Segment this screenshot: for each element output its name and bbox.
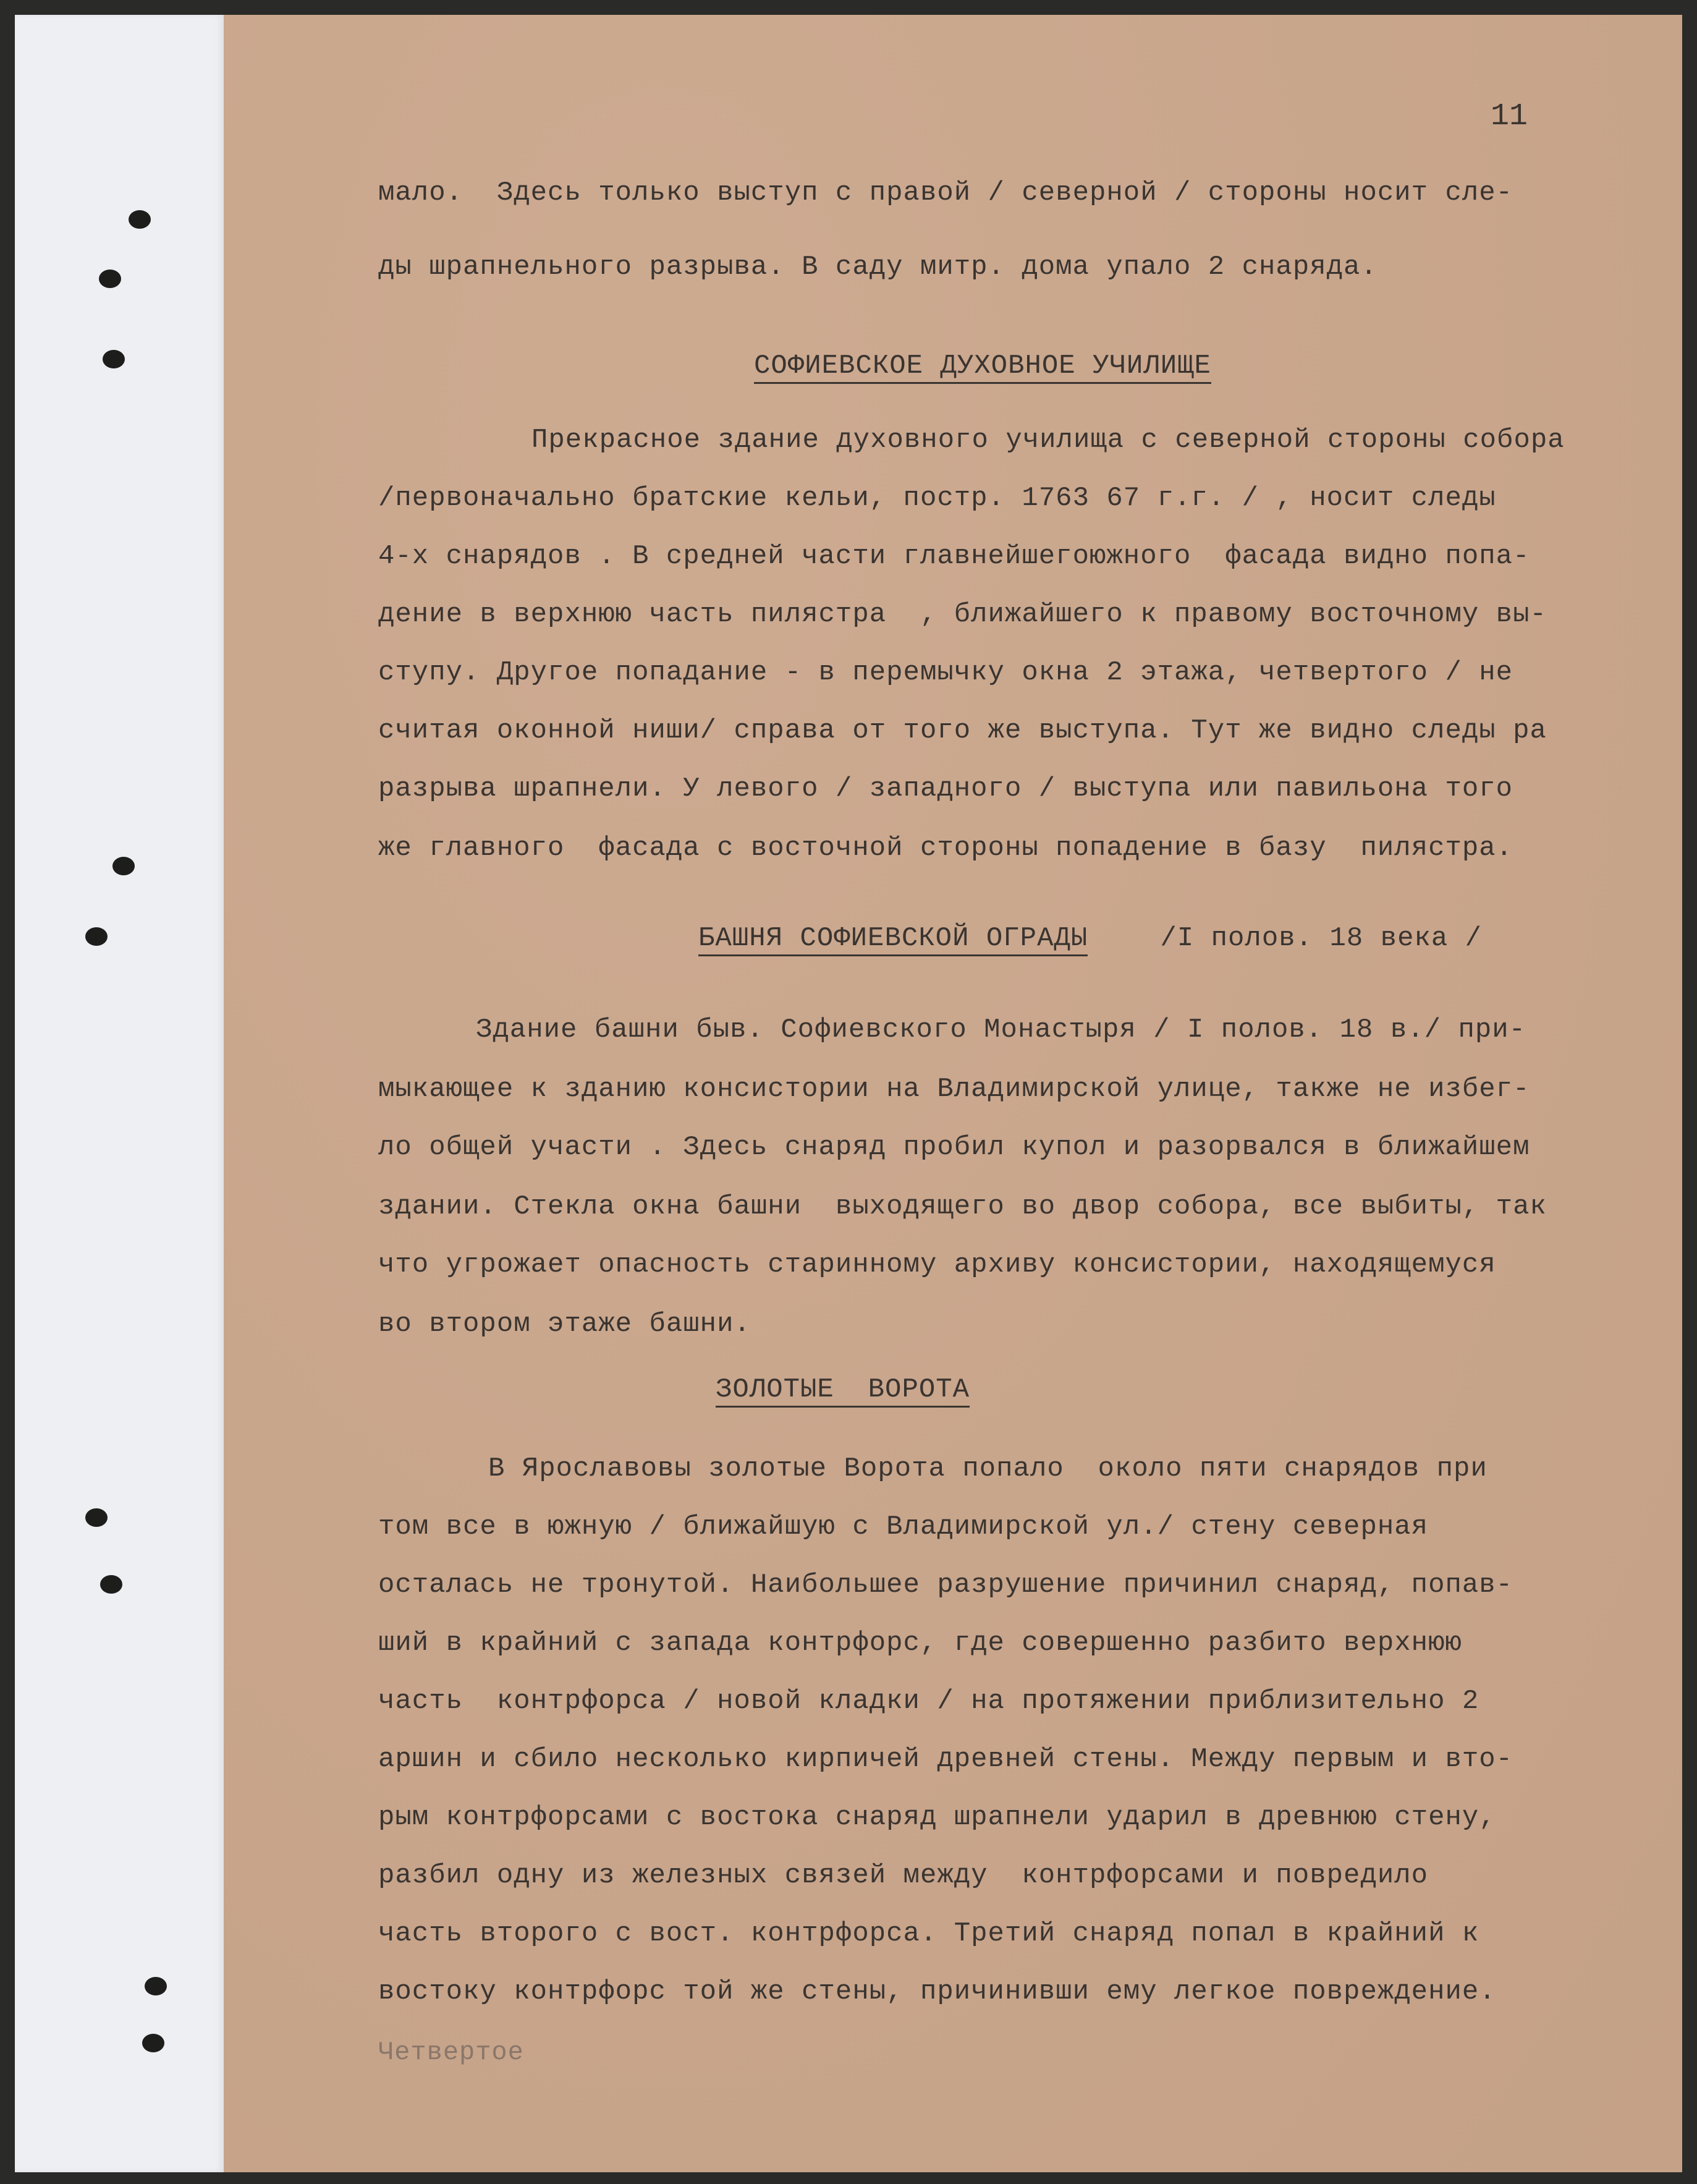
punch-hole: [112, 857, 135, 875]
section-heading: ЗОЛОТЫЕ ВОРОТА: [716, 1376, 970, 1408]
text-line: аршин и сбило несколько кирпичей древней стены. Между первым и вто-: [378, 1744, 1513, 1775]
text-line: же главного фасада с восточной стороны попадение в базу пилястра.: [378, 833, 1513, 864]
text-line: рым контрфорсами с востока снаряд шрапнели ударил в древнюю стену,: [378, 1802, 1496, 1833]
text-line: часть второго с вост. контрфорса. Третий снаряд попал в крайний к: [378, 1918, 1479, 1949]
text-line: В Ярославовы золотые Ворота попало около пяти снарядов при: [488, 1453, 1488, 1484]
text-line: востоку контрфорс той же стены, причинивши ему легкое повреждение.: [378, 1976, 1496, 2007]
text-line: осталась не тронутой. Наибольшее разрушение причинил снаряд, попав-: [378, 1570, 1513, 1600]
text-line: Здание башни быв. Софиевского Монастыря / I полов. 18 в./ при-: [476, 1014, 1526, 1045]
text-line: дение в верхнюю часть пилястра , ближайшего к правому восточному вы-: [378, 599, 1547, 630]
text-line: ший в крайний с запада контрфорс, где совершенно разбито верхнюю: [378, 1628, 1462, 1659]
text-line: ступу. Другое попадание - в перемычку окна 2 этажа, четвертого / не: [378, 657, 1513, 688]
punch-hole: [142, 2034, 164, 2052]
text-line: считая оконной ниши/ справа от того же выступа. Тут же видно следы ра: [378, 715, 1547, 746]
text-line: мыкающее к зданию консистории на Владимирской улице, также не избег-: [378, 1074, 1530, 1105]
section-heading: СОФИЕВСКОЕ ДУХОВНОЕ УЧИЛИЩЕ: [754, 352, 1211, 384]
binding-strip: [15, 15, 224, 2172]
punch-hole: [129, 210, 151, 229]
section-heading-suffix: /I полов. 18 века /: [1143, 923, 1483, 954]
text-line: разбил одну из железных связей между контрфорсами и повредило: [378, 1860, 1429, 1891]
punch-hole: [103, 350, 125, 368]
section-heading: БАШНЯ СОФИЕВСКОЙ ОГРАДЫ: [698, 925, 1088, 956]
text-line: 4-х снарядов . В средней части главнейшегоюжного фасада видно попа-: [378, 541, 1530, 572]
text-line: том все в южную / ближайшую с Владимирской ул./ стену северная: [378, 1511, 1429, 1542]
punch-hole: [85, 927, 108, 946]
punch-hole: [85, 1508, 108, 1527]
text-line: мало. Здесь только выступ с правой / северной / стороны носит сле-: [378, 177, 1513, 208]
text-line: что угрожает опасность старинному архиву консистории, находящемуся: [378, 1249, 1496, 1280]
catchword: Четвертое: [378, 2037, 524, 2067]
text-line: во втором этаже башни.: [378, 1309, 751, 1340]
punch-hole: [99, 270, 121, 288]
text-line: ды шрапнельного разрыва. В саду митр. дома упало 2 снаряда.: [378, 252, 1377, 283]
text-line: /первоначально братские кельи, постр. 1763 67 г.г. / , носит следы: [378, 483, 1496, 514]
text-line: часть контрфорса / новой кладки / на протяжении приблизительно 2: [378, 1686, 1479, 1717]
text-line: Прекрасное здание духовного училища с северной стороны собора: [531, 425, 1565, 456]
text-line: ло общей участи . Здесь снаряд пробил купол и разорвался в ближайшем: [378, 1132, 1530, 1163]
text-line: разрыва шрапнели. У левого / западного / выступа или павильона того: [378, 773, 1513, 804]
punch-hole: [100, 1575, 122, 1594]
text-line: здании. Стекла окна башни выходящего во двор собора, все выбиты, так: [378, 1191, 1547, 1222]
punch-hole: [145, 1977, 167, 1995]
page-number: 11: [1491, 99, 1528, 134]
